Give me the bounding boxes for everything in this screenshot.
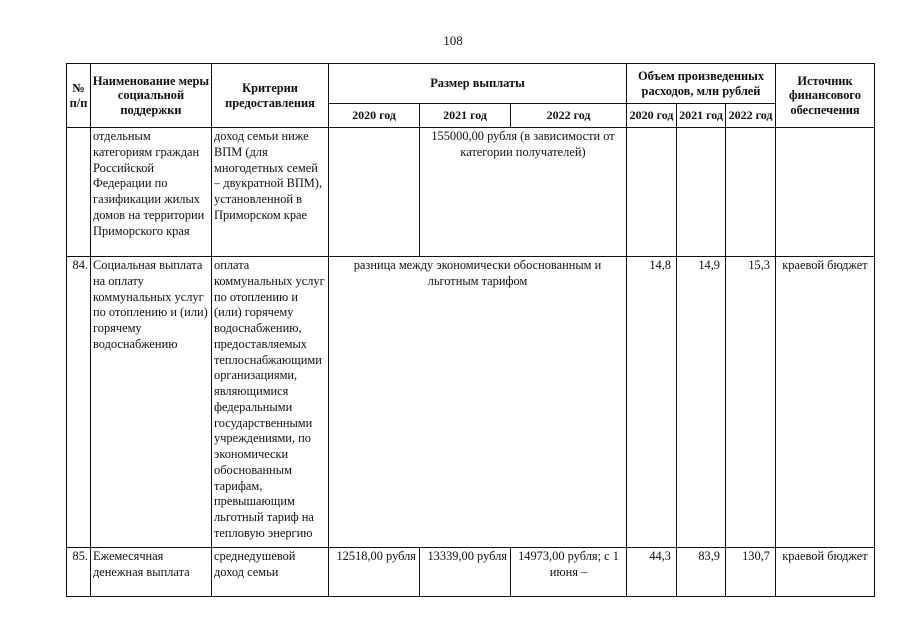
funding-source: краевой бюджет	[776, 548, 875, 597]
funding-source: краевой бюджет	[776, 257, 875, 548]
header-payment-2021: 2021 год	[420, 104, 511, 128]
table-row	[67, 128, 875, 257]
header-measure-name: Наименование меры социальной поддержки	[91, 64, 212, 128]
table-row	[67, 548, 875, 597]
volume-2022: 15,3	[726, 257, 776, 548]
measure-name: Социальная выплата на оплату коммунальных услуг по отоплению и (или) горячему водоснабжению	[91, 257, 212, 548]
payment-2020	[329, 128, 420, 257]
header-payment-size: Размер выплаты	[329, 64, 627, 104]
volume-2020: 44,3	[627, 548, 677, 597]
row-number	[67, 128, 91, 257]
table-row	[67, 257, 875, 548]
volume-2022: 130,7	[726, 548, 776, 597]
volume-2020: 14,8	[627, 257, 677, 548]
volume-2021: 83,9	[677, 548, 726, 597]
volume-2022	[726, 128, 776, 257]
criteria-text: среднедушевой доход семьи	[212, 548, 329, 597]
header-volume-2022: 2022 год	[726, 104, 776, 128]
volume-2021	[677, 128, 726, 257]
row-number: 85.	[67, 548, 91, 597]
header-volume-2021: 2021 год	[677, 104, 726, 128]
payment-description: разница между экономически обоснованным и льготным тарифом	[329, 257, 627, 548]
header-expense-volume: Объем произведенных расходов, млн рублей	[627, 64, 776, 104]
volume-2021: 14,9	[677, 257, 726, 548]
header-payment-2022: 2022 год	[511, 104, 627, 128]
page-number: 108	[443, 33, 463, 48]
volume-2020	[627, 128, 677, 257]
criteria-text: доход семьи ниже ВПМ (для многодетных семей – двукратной ВПМ), установленной в Приморском крае	[212, 128, 329, 257]
payment-2021: 13339,00 рубля	[420, 548, 511, 597]
header-criteria: Критерии предоставления	[212, 64, 329, 128]
funding-source	[776, 128, 875, 257]
header-payment-2020: 2020 год	[329, 104, 420, 128]
row-number: 84.	[67, 257, 91, 548]
payment-2022: 14973,00 рубля; с 1 июня –	[511, 548, 627, 597]
header-funding-source: Источник финансового обеспечения	[776, 64, 875, 128]
header-num: № п/п	[67, 64, 91, 128]
measure-name: Ежемесячная денежная выплата	[91, 548, 212, 597]
measure-name: отдельным категориям граждан Российской Федерации по газификации жилых домов на территории Приморского края	[91, 128, 212, 257]
criteria-text: оплата коммунальных услуг по отоплению и (или) горячему водоснабжению, предоставляемых теплоснабжающими организациями, являющимися федеральными государственными учреждениями, по экономически обоснованным тарифам, превышающим льготный тариф на тепловую энергию	[212, 257, 329, 548]
header-volume-2020: 2020 год	[627, 104, 677, 128]
payment-2020: 12518,00 рубля	[329, 548, 420, 597]
payment-2021-2022: 155000,00 рубля (в зависимости от категории получателей)	[420, 128, 627, 257]
social-support-table	[66, 63, 875, 597]
